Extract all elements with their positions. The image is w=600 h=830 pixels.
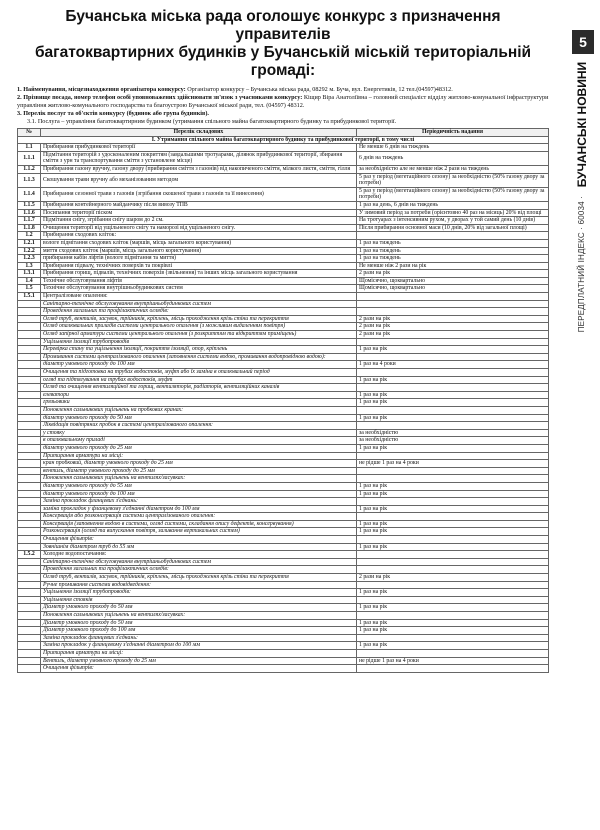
row-frequency [357,475,549,483]
row-description: Заміна прокладок у фланцевому з'єднанні діаметром до 100 мм [41,642,357,650]
row-description: Холодне водопостачання: [41,551,357,559]
row-number [18,627,41,635]
row-description: Зовнішнім діаметром труб до 55 мм [41,543,357,551]
table-row [18,444,549,452]
row-number [18,482,41,490]
subscription-index: ПЕРЕДПЛАТНИЙ ІНДЕКС · 60034 · [577,195,586,333]
row-frequency: На тротуарах з інтенсивним рухом, у дворах у той самий день (10 днів) [357,217,549,225]
row-frequency [357,649,549,657]
row-description: Огляд труб, вентилів, засувок, трійників, кріплень, місць проходження крізь стіни та перекриття [41,315,357,323]
row-description: Ліквідація повітряних пробок в системі централізованого опалення: [41,422,357,430]
row-number [18,414,41,422]
row-number [18,399,41,407]
row-description: Промивання системи централізованого опалення (заповнення системи водою, промивання водопровідною водою): [41,353,357,361]
row-number [18,574,41,582]
row-number [18,543,41,551]
row-frequency: 1 раз на рік [357,346,549,354]
row-number [18,384,41,392]
row-number [18,558,41,566]
table-row [18,414,549,422]
row-description: Санітарно-технічне обслуговування внутрішньобудинкових систем [41,558,357,566]
row-description: огляд та підтягування на трубах водостоків, муфт [41,376,357,384]
table-row [18,627,549,635]
row-number [18,642,41,650]
row-frequency: 1 раз на рік [357,543,549,551]
row-frequency: 1 раз на день, 6 днів на тиждень [357,201,549,209]
row-frequency: 1 раз на тиждень [357,255,549,263]
row-number: 1.2.2 [18,247,41,255]
row-frequency: 1 раз на рік [357,399,549,407]
row-description: Поновлення сальникових ущільнень на вентилях/засувках: [41,612,357,620]
contact-paragraph: 2. Прізвище посада, номер телефон особі уповноважених здійснювати зв'язок з учасниками конкурсу: Кіщир Віра Анатоліївна – головний спеціаліст відділу житлово-комунальної інфраструктури управління житлово-комунального господарства та благоустрою Бучанської міської ради, тел. (04597) 48312. [17,94,549,109]
table-row [18,520,549,528]
row-description: Консервація (заповнення водою в системи, огляд системи, складання опису дефектів, консервування) [41,520,357,528]
row-number [18,300,41,308]
row-frequency: У зимовий період за потреби (орієнтовно 40 раз на місяць) 20% від площі [357,209,549,217]
row-description: Ущільнення ізоляції трубопроводів: [41,589,357,597]
table-row [18,558,549,566]
col-items-header: Перелік складових [41,129,357,137]
table-row [18,505,549,513]
row-number: 1.2.1 [18,239,41,247]
table-row [18,475,549,483]
table-row [18,528,549,536]
row-number [18,323,41,331]
row-description: діаметр умовного проходу до 55 мм [41,482,357,490]
table-row [18,232,549,240]
row-description: грязьовики [41,399,357,407]
row-description: діаметр умовного проходу до 25 мм [41,444,357,452]
row-description: Прибирання підвалу, технічних поверхів та покрівлі [41,262,357,270]
row-number: 1.5.2 [18,551,41,559]
row-number [18,308,41,316]
row-number [18,665,41,673]
row-frequency: 1 раз на рік [357,604,549,612]
row-frequency: 1 раз на рік [357,490,549,498]
row-number: 1.3.1 [18,270,41,278]
row-frequency: 2 рази на рік [357,315,549,323]
row-number [18,604,41,612]
row-frequency: за необхідністю [357,429,549,437]
table-row [18,369,549,377]
row-description: Скошування трави вручну або механізованим методом [41,173,357,187]
table-row [18,543,549,551]
row-description: Консервація або розконсервація системи централізованого опалення: [41,513,357,521]
newspaper-brand: БУЧАНСЬКІ НОВИНИ [575,62,589,188]
row-frequency: 1 раз на рік [357,444,549,452]
row-number [18,467,41,475]
table-row [18,498,549,506]
row-description: прибирання кабін ліфтів (вологе підмітання та миття) [41,255,357,263]
row-number [18,422,41,430]
row-description: Прибирання контейнерного майданчику після вивозу ТПВ [41,201,357,209]
row-frequency [357,536,549,544]
organizer-paragraph: 1. Найменування, місцезнаходження організатора конкурсу: Організатор конкурсу – Бучанська міська рада, 08292 м. Буча, вул. Енергетиків, 12 тел.(04597)48312. [17,86,453,93]
row-frequency: за необхідністю [357,437,549,445]
row-description: Прибирання прибудинкової території [41,144,357,152]
row-number [18,498,41,506]
row-frequency [357,581,549,589]
row-number [18,505,41,513]
row-description: Поновлення сальникових ущільнень на пробкових кранах: [41,406,357,414]
contest-info [17,86,549,126]
row-number: 1.1.2 [18,165,41,173]
row-frequency [357,293,549,301]
row-number [18,444,41,452]
table-row [18,566,549,574]
row-number: 1.1.6 [18,209,41,217]
table-row [18,429,549,437]
table-row [18,634,549,642]
row-number: 1.1.7 [18,217,41,225]
row-frequency [357,558,549,566]
table-row [18,300,549,308]
row-frequency: 6 днів на тиждень [357,151,549,165]
row-description: діаметр умовного проходу до 100 мм [41,361,357,369]
page-title: Бучанська міська рада оголошує конкурс з призначення управителів багатоквартирних будинків у Бучанській міській територіальній громаді: [34,8,532,79]
row-frequency: 1 раз на рік [357,627,549,635]
row-number [18,369,41,377]
row-description: Підмітання снігу, згрібання снігу шаром до 2 см. [41,217,357,225]
row-number: 1.5.1 [18,293,41,301]
row-description: Розконсервація (огляд та випускання повітря, заливання вертикальних систем) [41,528,357,536]
table-row [18,224,549,232]
row-number: 1.3 [18,262,41,270]
row-frequency: Щомісячно, щоквартально [357,285,549,293]
row-frequency [357,467,549,475]
table-row [18,247,549,255]
table-row [18,217,549,225]
row-frequency: 1 раз на рік [357,482,549,490]
table-row [18,187,549,201]
newspaper-page [17,6,549,824]
row-number: 1.1.5 [18,201,41,209]
row-description: Прибирання сходових кліток: [41,232,357,240]
table-row [18,338,549,346]
table-row [18,437,549,445]
row-description: в опалювальному приладі [41,437,357,445]
row-number [18,513,41,521]
col-frequency-header: Періодичність надання [357,129,549,137]
table-row [18,173,549,187]
row-frequency: 1 раз на тиждень [357,239,549,247]
row-frequency [357,513,549,521]
row-frequency [357,498,549,506]
row-frequency: 1 раз на рік [357,589,549,597]
row-frequency: 1 раз на рік [357,528,549,536]
row-frequency [357,596,549,604]
table-row [18,422,549,430]
sidebar-strip [560,0,600,830]
row-number: 1.2 [18,232,41,240]
row-frequency: 2 рази на рік [357,331,549,339]
table-row [18,391,549,399]
table-row [18,604,549,612]
row-description: у стояку [41,429,357,437]
table-row [18,581,549,589]
row-frequency: Не менше 6 днів на тиждень [357,144,549,152]
row-frequency [357,551,549,559]
table-row [18,255,549,263]
table-row [18,361,549,369]
row-description: вентиль, діаметр умовного проходу до 25 мм [41,467,357,475]
row-description: Діаметр умовного проходу до 100 мм [41,627,357,635]
table-header [18,129,549,137]
row-frequency [357,634,549,642]
row-description: Ручне промивання системи водовідведення: [41,581,357,589]
table-row [18,452,549,460]
table-row [18,460,549,468]
row-description: Проведення загальних та профілактичних оглядів: [41,308,357,316]
row-number [18,331,41,339]
row-description: Ущільнення стояків [41,596,357,604]
section-row [18,136,549,144]
services-table [17,128,549,673]
row-description: Технічне обслуговування внутрішньобудинкових систем [41,285,357,293]
row-number [18,634,41,642]
row-description: Заміна прокладок фланцевих з'єднань: [41,498,357,506]
table-row [18,551,549,559]
row-frequency [357,566,549,574]
table-row [18,384,549,392]
row-frequency [357,612,549,620]
vertical-masthead [573,62,591,332]
table-row [18,308,549,316]
row-frequency: 2 рази на рік [357,323,549,331]
row-number: 1.2.3 [18,255,41,263]
row-description: Проведення загальних та профілактичних оглядів: [41,566,357,574]
row-number [18,528,41,536]
row-frequency: 5 раз у період (вегетаційного сезону) за необхідністю (50% газону двору за потреби) [357,187,549,201]
row-frequency: 1 раз на рік [357,505,549,513]
row-frequency [357,369,549,377]
table-row [18,151,549,165]
row-number [18,429,41,437]
table-row [18,331,549,339]
row-number [18,460,41,468]
table-row [18,201,549,209]
row-description: Санітарно-технічне обслуговування внутрішньобудинкових систем [41,300,357,308]
table-row [18,490,549,498]
services-paragraph: 3. Перелік послуг та об'єктів конкурсу (будинок або група будинків). [17,110,209,117]
table-row [18,649,549,657]
row-description: кран пробковий, діаметр умовного проходу до 25 мм [41,460,357,468]
row-description: Централізоване опалення: [41,293,357,301]
row-number [18,619,41,627]
row-number [18,657,41,665]
table-row [18,665,549,673]
row-number [18,490,41,498]
row-frequency [357,308,549,316]
table-row [18,376,549,384]
row-number: 1.1 [18,144,41,152]
row-description: Діаметр умовного проходу до 50 мм [41,619,357,627]
row-frequency: 5 раз у період (вегетаційного сезону) за необхідністю (50% газону двору за потреби) [357,173,549,187]
row-number [18,589,41,597]
table-row [18,346,549,354]
row-number [18,346,41,354]
row-description: миття сходових кліток (маршів, місць загального користування) [41,247,357,255]
row-description: Огляд запірної арматури системи центрального опалення (з розкриттям та відкриттям приміщень) [41,331,357,339]
row-description: Очищення та підготовка на трубах водостоків, муфт або їх заміна в опалювальний період [41,369,357,377]
row-number [18,536,41,544]
row-description: Заміна прокладок фланцевих з'єднань: [41,634,357,642]
table-row [18,536,549,544]
row-frequency: 1 раз на рік [357,520,549,528]
section-title: І. Утримання спільного майна багатоквартирного будинку та прибудинкової території, в тому числі [18,136,549,144]
table-row [18,285,549,293]
table-row [18,467,549,475]
page-number: 5 [572,30,594,54]
row-frequency: 1 раз на тиждень [357,247,549,255]
row-frequency: Після прибирання основної маси (10 днів, 20% від загальної площі) [357,224,549,232]
table-row [18,642,549,650]
row-frequency [357,232,549,240]
row-frequency: 2 рази на рік [357,574,549,582]
row-frequency: 1 раз на рік [357,391,549,399]
row-description: Прибирання газону вручну, газону двору (прибирання сміття з газонів) від накопиченого сміття, мілкого листя, сміття, гілля [41,165,357,173]
table-row [18,293,549,301]
row-description: Поновлення сальникових ущільнень на вентилях/засувках: [41,475,357,483]
row-number: 1.1.4 [18,187,41,201]
row-frequency: 1 раз на рік [357,414,549,422]
row-description: Посипання території піском [41,209,357,217]
row-number [18,475,41,483]
row-frequency: 2 рази на рік [357,270,549,278]
row-number [18,391,41,399]
table-row [18,209,549,217]
row-number [18,566,41,574]
row-description: Підмітання територій з удосконаленим покриттям (завдальшими тротуарами, ділянок прибудинкової території, збирання сміття з урн та транспортування сміття з установлене місце) [41,151,357,165]
table-row [18,619,549,627]
row-frequency [357,353,549,361]
row-description: Прибирання горищ, підвалів, технічних поверхів (звільнення) та інших місць загального користування [41,270,357,278]
row-number: 1.4 [18,277,41,285]
row-frequency [357,422,549,430]
row-number: 1.5 [18,285,41,293]
table-row [18,612,549,620]
row-description: Огляд труб, вентилів, засувок, трійників, кріплень, місць проходження крізь стіни та перекриття [41,574,357,582]
row-frequency: 1 раз на рік [357,376,549,384]
col-number-header: № [18,129,41,137]
row-description: Притирання арматури на місці: [41,452,357,460]
row-description: Притирання арматури на місці: [41,649,357,657]
service-description: 3.1. Послуга – управління багатоквартирним будинком (утримання спільного майна багатоквартирного будинку та прибудинкової території. [27,118,397,125]
table-row [18,239,549,247]
row-number [18,437,41,445]
table-row [18,353,549,361]
row-description: Діаметр умовного проходу до 50 мм [41,604,357,612]
row-frequency [357,300,549,308]
row-frequency [357,452,549,460]
row-frequency: за необхідністю але не менше ніж 2 рази на тиждень [357,165,549,173]
row-description: Очищення фільтрів: [41,536,357,544]
table-row [18,262,549,270]
row-description: Прибирання сезонної трави з газонів (згрібання скошеної трави з газонів та її винесення) [41,187,357,201]
row-description: Ущільнення ізоляції трубопроводів [41,338,357,346]
row-number [18,520,41,528]
row-number [18,315,41,323]
row-number [18,581,41,589]
row-number: 1.1.8 [18,224,41,232]
row-frequency [357,338,549,346]
row-number [18,406,41,414]
table-row [18,657,549,665]
row-description: Вентиль, діаметр умовного проходу до 25 мм [41,657,357,665]
row-description: діаметр умовного проходу до 100 мм [41,490,357,498]
row-description: Перевірка стану та ущільнення ізоляції, покриття ізоляції, опор, кріплень [41,346,357,354]
row-frequency: 1 раз на рік [357,619,549,627]
table-row [18,589,549,597]
row-description: Огляд та очищення вентиляційної та горищ, вентиляторів, радіаторів, вентиляційних каналів [41,384,357,392]
table-row [18,277,549,285]
table-row [18,270,549,278]
table-row [18,513,549,521]
row-number [18,353,41,361]
row-description: Очищення фільтрів: [41,665,357,673]
row-frequency: Не менше ніж 2 рази на рік [357,262,549,270]
table-row [18,315,549,323]
row-frequency [357,665,549,673]
row-frequency: не рідше 1 раз на 4 роки [357,657,549,665]
row-frequency [357,406,549,414]
table-row [18,144,549,152]
row-frequency: не рідше 1 раз на 4 роки [357,460,549,468]
table-row [18,596,549,604]
row-description: діаметр умовного проходу до 50 мм [41,414,357,422]
row-number [18,338,41,346]
row-description: вологе підмітання сходових кліток (маршів, місць загального користування) [41,239,357,247]
row-number [18,596,41,604]
row-description: заміна прокладок у фланцевому з'єднанні діаметром до 100 мм [41,505,357,513]
row-number [18,612,41,620]
row-description: Огляд опалювальних приладів системи центрального опалення (з можливим видаленням повітря) [41,323,357,331]
row-description: елеватори [41,391,357,399]
table-row [18,482,549,490]
table-row [18,323,549,331]
row-number [18,649,41,657]
table-row [18,574,549,582]
row-frequency: 1 раз на 4 роки [357,361,549,369]
row-number: 1.1.1 [18,151,41,165]
table-row [18,165,549,173]
row-number [18,452,41,460]
row-description: Очищення території від ущільненого снігу та наморозі від ущільненого снігу. [41,224,357,232]
row-description: Технічне обслуговування ліфтів [41,277,357,285]
row-frequency: Щомісячно, щоквартально [357,277,549,285]
table-row [18,399,549,407]
row-frequency: 1 раз на рік [357,642,549,650]
row-number: 1.1.3 [18,173,41,187]
row-number [18,361,41,369]
row-frequency [357,384,549,392]
table-row [18,406,549,414]
row-number [18,376,41,384]
